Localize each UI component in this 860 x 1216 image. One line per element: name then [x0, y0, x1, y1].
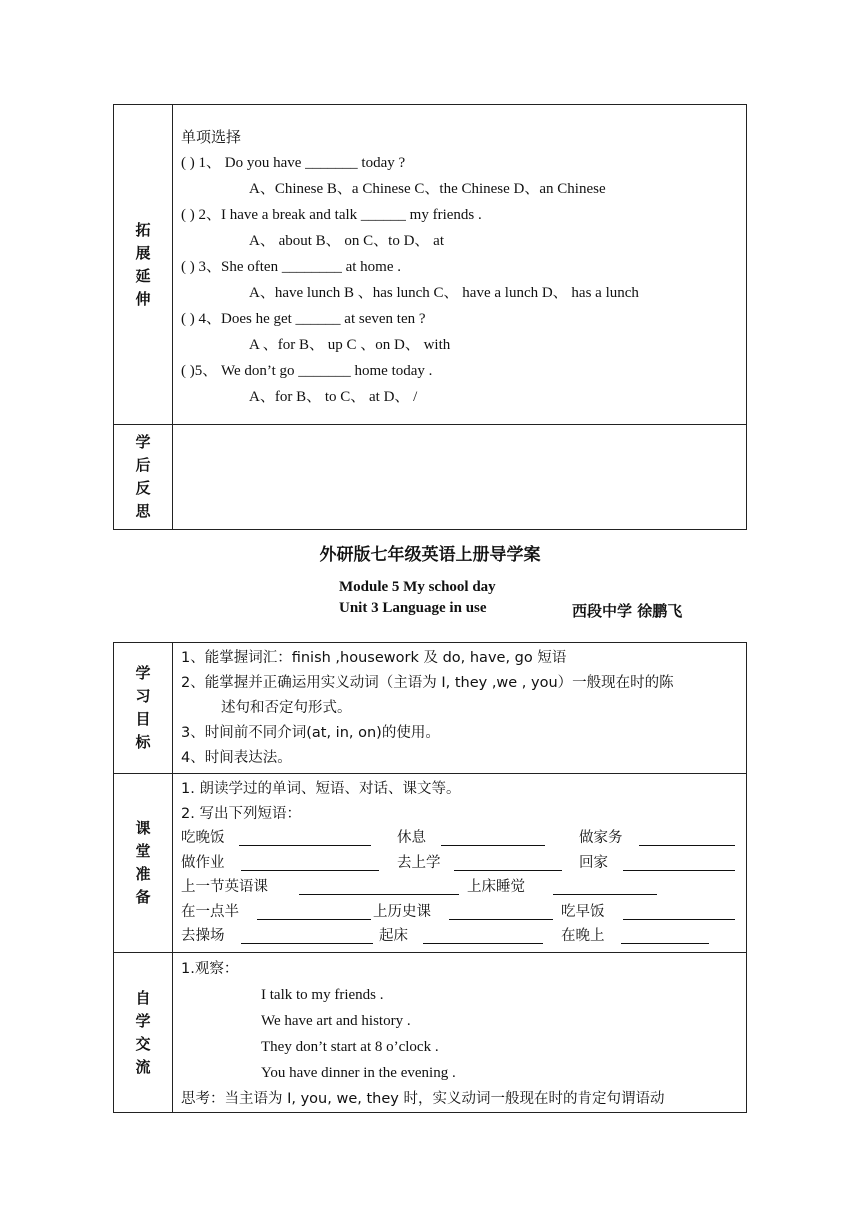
goal-item: 4、时间表达法。 [181, 750, 292, 766]
example-sentence: I talk to my friends . [261, 987, 384, 1003]
doc-title: 外研版七年级英语上册导学案 [319, 545, 541, 565]
answer-blank[interactable] [257, 905, 371, 920]
extend-header: 拓 展 延 伸 [114, 105, 173, 425]
answer-blank[interactable] [239, 831, 371, 846]
author: 西段中学 徐鹏飞 [572, 602, 683, 620]
phrase-row: 上一节英语课 上床睡觉 [181, 875, 746, 900]
self-study-header: 自 学 交 流 [114, 953, 173, 1113]
lesson-table [113, 642, 747, 1113]
example-sentence: We have art and history . [261, 1013, 411, 1029]
question-2-options: A、 about B、 on C、to D、 at [249, 233, 444, 249]
answer-blank[interactable] [241, 856, 379, 871]
goals-cell [173, 643, 747, 774]
prep-cell [173, 774, 747, 953]
answer-blank[interactable] [449, 905, 553, 920]
answer-blank[interactable] [621, 929, 709, 944]
phrase-row: 在一点半 上历史课 吃早饭 [181, 900, 746, 925]
goals-header: 学 习 目 标 [114, 643, 173, 774]
answer-blank[interactable] [423, 929, 543, 944]
question-1: ( ) 1、 Do you have _______ today ? [181, 155, 406, 171]
reflect-header: 学 后 反 思 [114, 425, 173, 530]
question-5: ( )5、 We don’t go _______ home today . [181, 363, 433, 379]
answer-blank[interactable] [623, 856, 735, 871]
question-3-options: A、have lunch B 、has lunch C、 have a lunch D、 has a lunch [249, 285, 639, 301]
goal-item: 述句和否定句形式。 [221, 700, 352, 716]
phrase-row: 做作业 去上学 回家 [181, 851, 746, 876]
prep-header: 课 堂 准 备 [114, 774, 173, 953]
question-1-options: A、Chinese B、a Chinese C、the Chinese D、an Chinese [249, 181, 606, 197]
exercise-cell [173, 105, 747, 425]
prep-intro: 2. 写出下列短语： [181, 805, 301, 822]
answer-blank[interactable] [639, 831, 735, 846]
exercise-table [113, 104, 747, 530]
answer-blank[interactable] [623, 905, 735, 920]
answer-blank[interactable] [299, 880, 459, 895]
example-sentence: You have dinner in the evening . [261, 1065, 456, 1081]
answer-blank[interactable] [441, 831, 545, 846]
self-study-cell [173, 953, 747, 1113]
question-4: ( ) 4、Does he get ______ at seven ten ? [181, 311, 426, 327]
phrase-row: 去操场 起床 在晚上 [181, 924, 746, 949]
goal-item: 3、时间前不同介词(at, in, on)的使用。 [181, 725, 440, 741]
question-4-options: A 、for B、 up C 、on D、 with [249, 337, 451, 353]
phrase-row: 吃晚饭 休息 做家务 [181, 826, 746, 851]
exercise-title: 单项选择 [181, 128, 242, 146]
unit-title: Unit 3 Language in use [339, 600, 487, 616]
answer-blank[interactable] [553, 880, 657, 895]
answer-blank[interactable] [241, 929, 373, 944]
answer-blank[interactable] [454, 856, 562, 871]
example-sentence: They don’t start at 8 o’clock . [261, 1039, 439, 1055]
module-title: Module 5 My school day [339, 579, 496, 595]
goal-item: 1、能掌握词汇：finish ,housework 及 do, have, go 短语 [181, 650, 567, 666]
observe-label: 1.观察： [181, 961, 239, 977]
question-2: ( ) 2、I have a break and talk ______ my friends . [181, 207, 482, 223]
question-5-options: A、for B、 to C、 at D、 / [249, 389, 418, 405]
question-3: ( ) 3、She often ________ at home . [181, 259, 401, 275]
goal-item: 2、能掌握并正确运用实义动词（主语为 I, they ,we , you）一般现在时的陈 [181, 675, 674, 691]
think-prompt: 思考：当主语为 I, you, we, they 时，实义动词一般现在时的肯定句谓语动 [181, 1091, 665, 1107]
prep-intro: 1. 朗读学过的单词、短语、对话、课文等。 [181, 781, 461, 797]
reflect-cell[interactable] [173, 425, 747, 530]
